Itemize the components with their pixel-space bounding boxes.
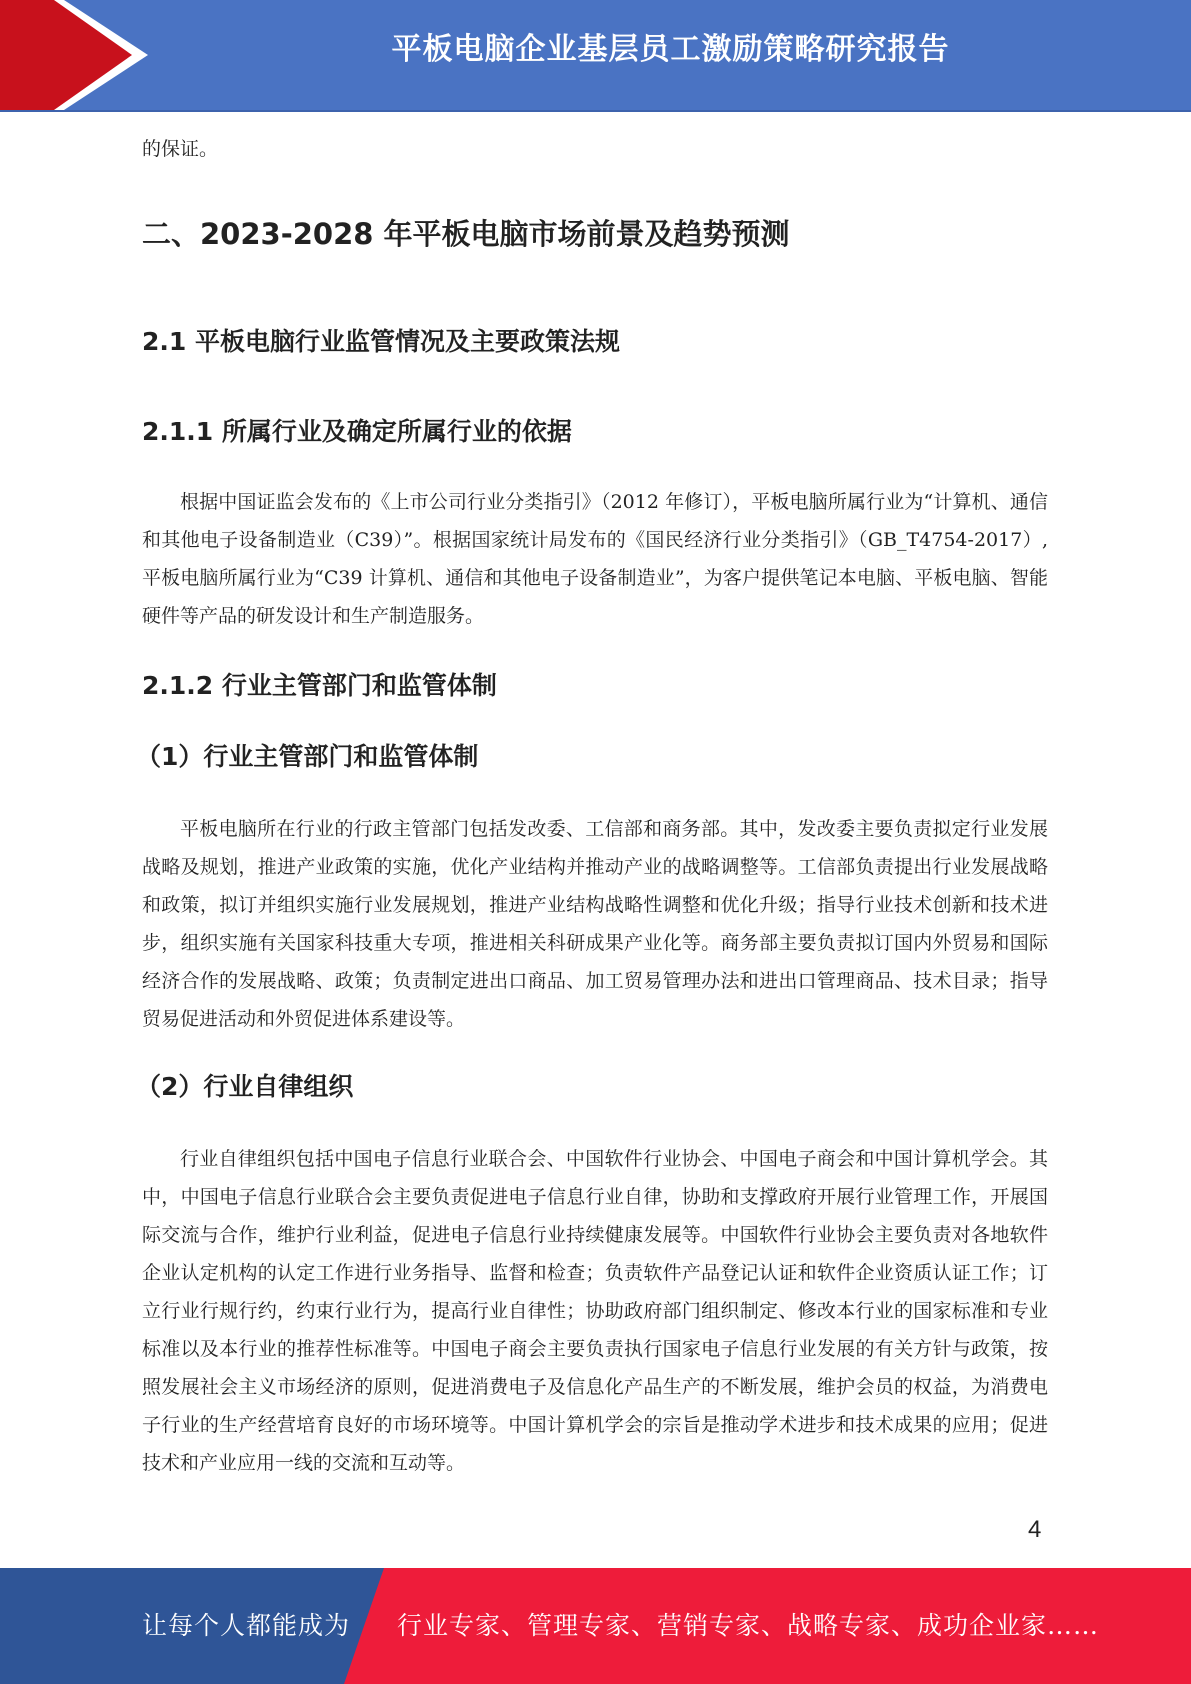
paragraph-regulatory-authority: 平板电脑所在行业的行政主管部门包括发改委、工信部和商务部。其中，发改委主要负责拟定行业发展战略及规划，推进产业政策的实施，优化产业结构并推动产业的战略调整等。工信部负责提出行业发展战略和政策，拟订并组织实施行业发展规划，推进产业结构战略性调整和优化升级；指导行业技术创新和技术进步，组织实施有关国家科技重大专项，推进相关科研成果产业化等。商务部主要负责拟订国内外贸易和国际经济合作的发展战略、政策；负责制定进出口商品、加工贸易管理办法和进出口管理商品、技术目录；指导贸易促进活动和外贸促进体系建设等。 [142, 818, 1048, 1030]
item-heading-regulatory-authority: （1）行业主管部门和监管体制 [136, 742, 479, 771]
paragraph-industry-classification: 根据中国证监会发布的《上市公司行业分类指引》（2012 年修订），平板电脑所属行业为“计算机、通信和其他电子设备制造业（C39）”。根据国家统计局发布的《国民经济行业分类指引》（GB_T4754-2017）,平板电脑所属行业为“C39 计算机、通信和其他电子设备制造业”，为客户提供笔记本电脑、平板电脑、智能硬件等产品的研发设计和生产制造服务。 [142, 491, 1048, 627]
footer-slogan-left: 让每个人都能成为 [142, 1611, 351, 1640]
section-heading: 二、2023-2028 年平板电脑市场前景及趋势预测 [142, 217, 790, 251]
header-chevron-decoration [0, 0, 160, 110]
report-title: 平板电脑企业基层员工激励策略研究报告 [391, 32, 950, 67]
item-heading-self-regulatory-org: （2）行业自律组织 [136, 1072, 354, 1101]
page-header [0, 0, 1191, 112]
subsection-heading-2-1: 2.1 平板电脑行业监管情况及主要政策法规 [142, 327, 620, 356]
footer-slogan-right: 行业专家、管理专家、营销专家、战略专家、成功企业家…… [397, 1611, 1100, 1640]
subsection-heading-2-1-1: 2.1.1 所属行业及确定所属行业的依据 [142, 417, 572, 446]
page-number: 4 [1028, 1516, 1042, 1543]
page-footer [0, 1568, 1191, 1684]
subsection-heading-2-1-2: 2.1.2 行业主管部门和监管体制 [142, 671, 497, 700]
paragraph-self-regulatory-org: 行业自律组织包括中国电子信息行业联合会、中国软件行业协会、中国电子商会和中国计算机学会。其中，中国电子信息行业联合会主要负责促进电子信息行业自律，协助和支撑政府开展行业管理工作，开展国际交流与合作，维护行业利益，促进电子信息行业持续健康发展等。中国软件行业协会主要负责对各地软件企业认定机构的认定工作进行业务指导、监督和检查；负责软件产品登记认证和软件企业资质认证工作；订立行业行规行约，约束行业行为，提高行业自律性；协助政府部门组织制定、修改本行业的国家标准和专业标准以及本行业的推荐性标准等。中国电子商会主要负责执行国家电子信息行业发展的有关方针与政策，按照发展社会主义市场经济的原则，促进消费电子及信息化产品生产的不断发展，维护会员的权益，为消费电子行业的生产经营培育良好的市场环境等。中国计算机学会的宗旨是推动学术进步和技术成果的应用；促进技术和产业应用一线的交流和互动等。 [142, 1148, 1048, 1474]
continuation-text: 的保证。 [142, 138, 219, 160]
